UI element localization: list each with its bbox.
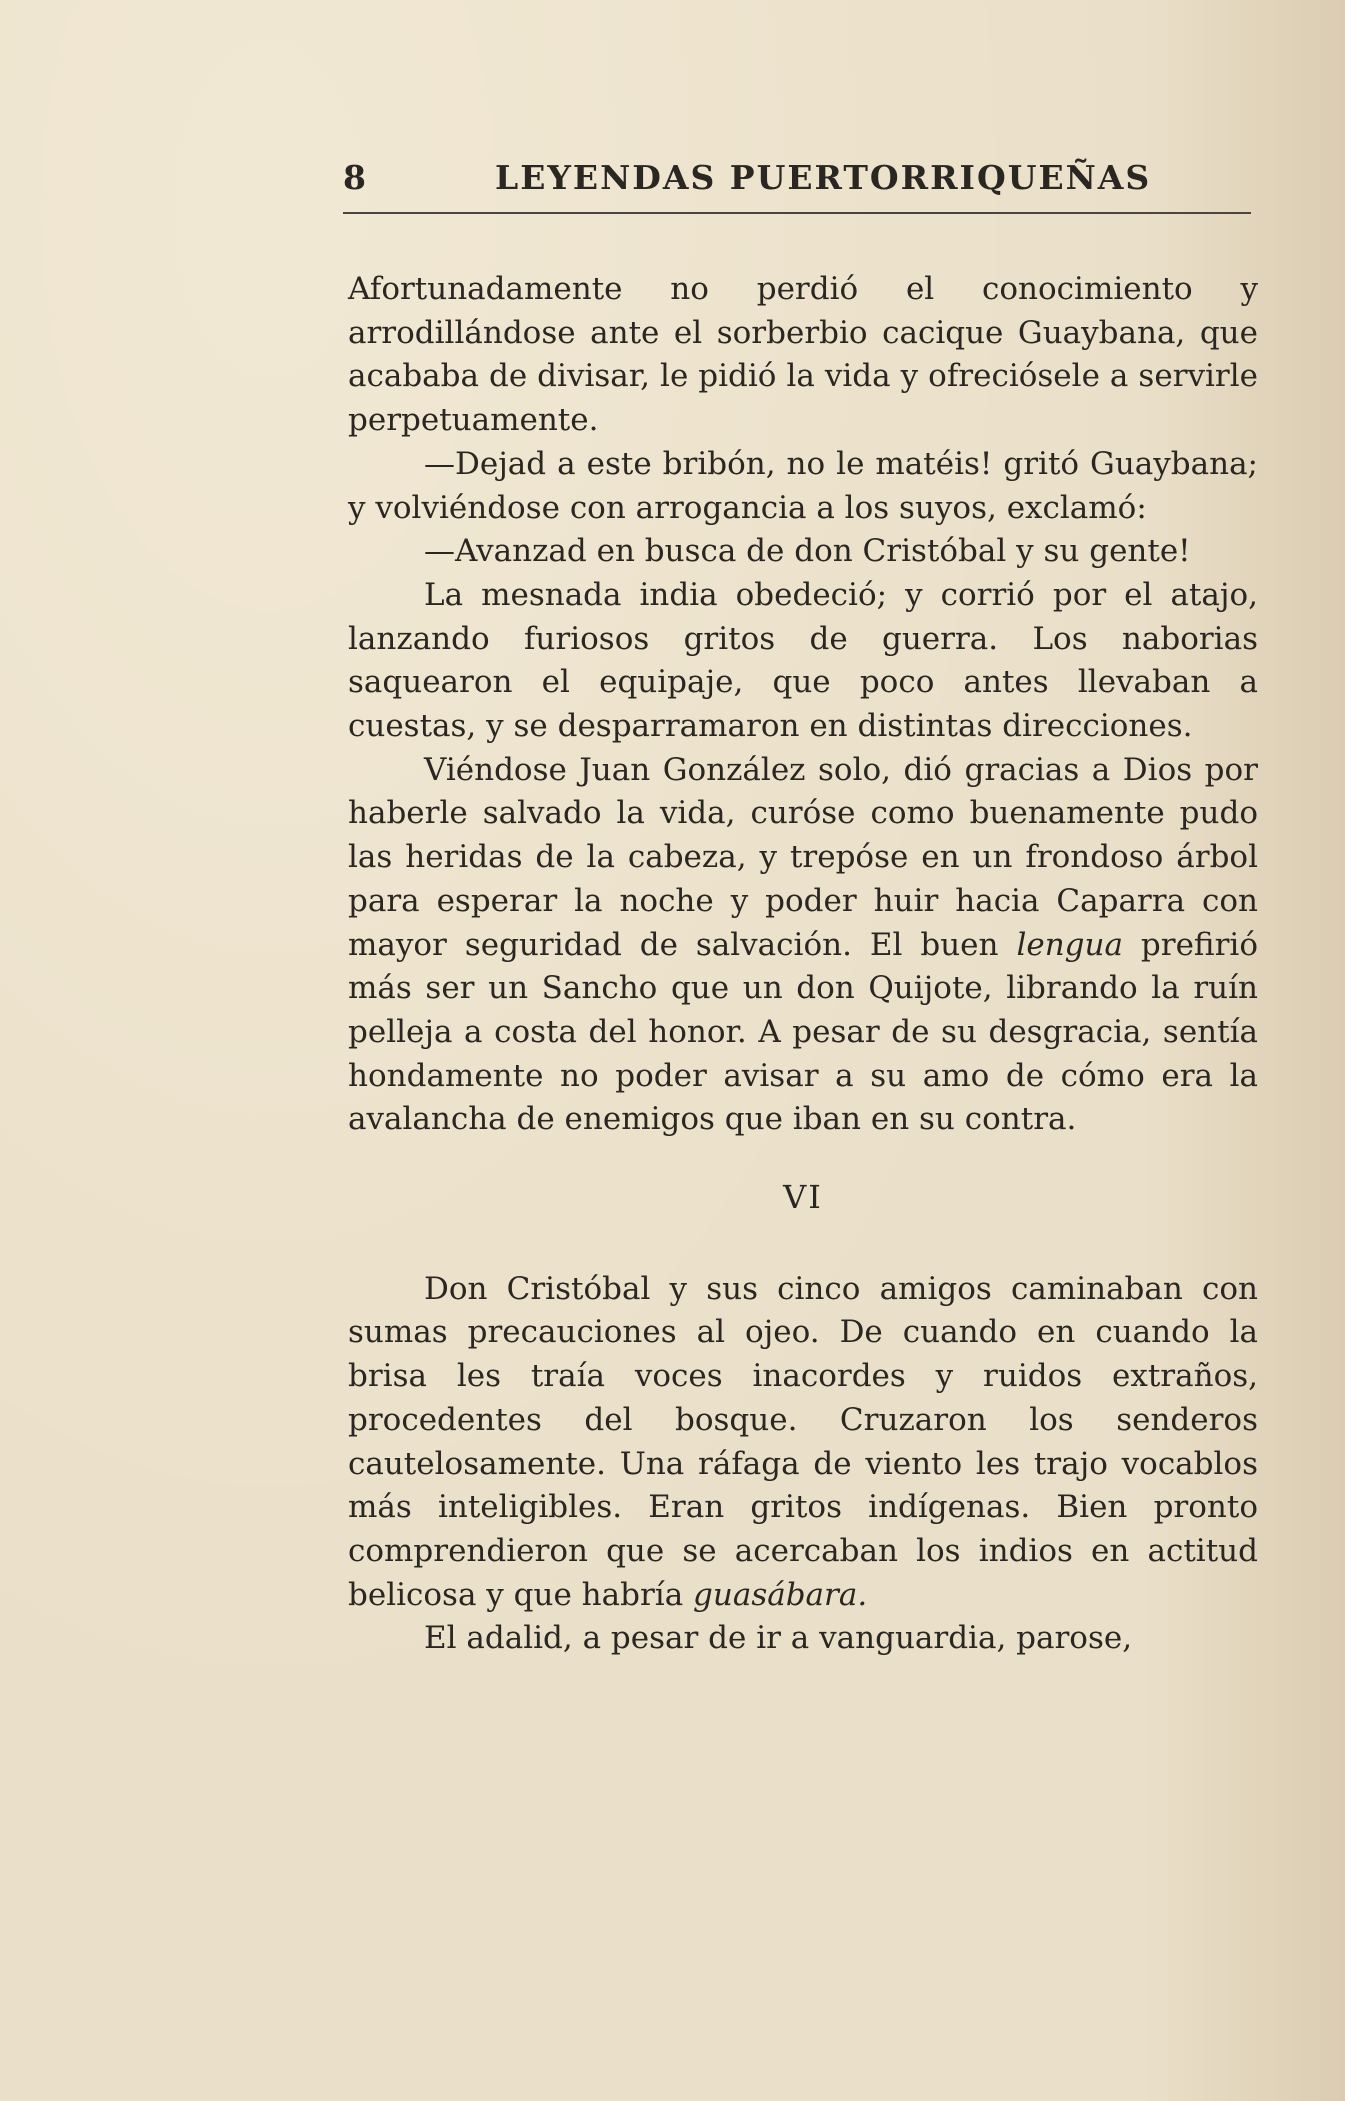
paragraph-5-text-a: Viéndose Juan González solo, dió gracias a Dios por haberle salvado la vida, curóse como buenamente pudo las heridas de la cabeza, y trepóse en un frondoso árbol para esperar la noche y poder huir hacia Caparra con mayor seguridad de salvación. El buen bbox=[348, 751, 1258, 963]
paragraph-5 bbox=[348, 749, 1258, 1142]
paragraph-5-text-b: prefirió más ser un Sancho que un don Quijote, librando la ruín pelleja a costa del honor. A pesar de su desgracia, sentía hondamente no poder avisar a su amo de cómo era la avalancha de enemigos que iban en su contra. bbox=[348, 926, 1258, 1138]
paragraph-6-text-a: Don Cristóbal y sus cinco amigos caminaban con sumas precauciones al ojeo. De cuando en cuando la brisa les traía voces inacordes y ruidos extraños, procedentes del bosque. Cruzaron los senderos cautelosamente. Una ráfaga de viento les trajo vocablos más inteligibles. Eran gritos indígenas. Bien pronto comprendieron que se acercaban los indios en actitud belicosa y que habría bbox=[348, 1270, 1258, 1613]
paragraph-2: —Dejad a este bribón, no le matéis! gritó Guaybana; y volviéndose con arrogancia a los suyos, exclamó: bbox=[348, 445, 1258, 526]
section-heading: VI bbox=[783, 1178, 823, 1217]
paragraph-6 bbox=[348, 1268, 1258, 1618]
paragraph-1: Afortunadamente no perdió el conocimiento y arrodillándose ante el sorberbio cacique Guaybana, que acababa de divisar, le pidió la vida y ofreciósele a servirle perpetuamente. bbox=[348, 271, 1258, 439]
paragraph-7: El adalid, a pesar de ir a vanguardia, parose, bbox=[424, 1620, 1133, 1657]
body-text bbox=[348, 268, 1258, 1661]
page-number: 8 bbox=[343, 158, 367, 197]
paragraph-3: —Avanzad en busca de don Cristóbal y su gente! bbox=[424, 533, 1191, 570]
running-header bbox=[343, 152, 1251, 214]
paragraph-5-italic: lengua bbox=[1016, 926, 1123, 963]
paragraph-4: La mesnada india obedeció; y corrió por el atajo, lanzando furiosos gritos de guerra. Los naborias saquearon el equipaje, que poco antes llevaban a cuestas, y se desparramaron en distintas direcciones. bbox=[348, 576, 1258, 745]
paragraph-6-italic: guasábara. bbox=[693, 1576, 868, 1613]
book-title: LEYENDAS PUERTORRIQUEÑAS bbox=[495, 158, 1152, 197]
